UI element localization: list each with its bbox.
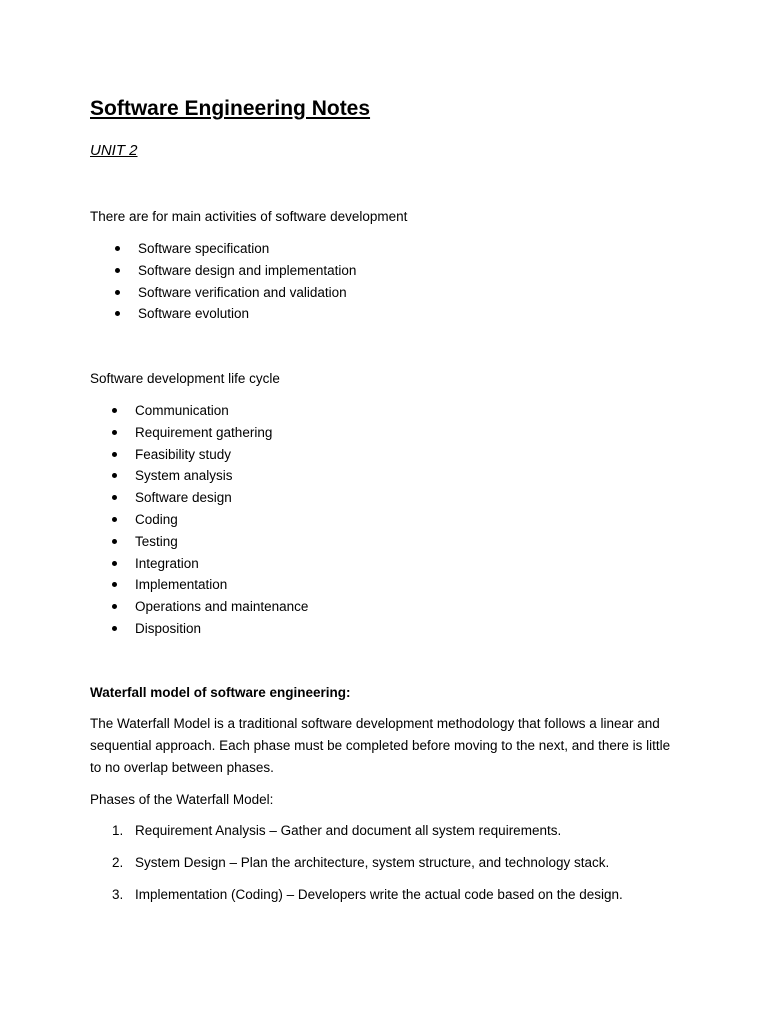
bullet-icon bbox=[112, 604, 117, 609]
bullet-icon bbox=[112, 539, 117, 544]
bullet-icon bbox=[112, 452, 117, 457]
unit-subtitle: UNIT 2 bbox=[90, 142, 138, 159]
bullet-icon bbox=[115, 268, 120, 273]
bullet-icon bbox=[112, 430, 117, 435]
bullet-icon bbox=[115, 290, 120, 295]
list-number: 3. bbox=[112, 887, 124, 902]
waterfall-description: The Waterfall Model is a traditional software development methodology that follows a linear and sequential approach. Each phase must be completed before moving to the next, and there is little to no overlap between phases. bbox=[90, 716, 671, 775]
phases-intro: Phases of the Waterfall Model: bbox=[90, 792, 274, 807]
bullet-icon bbox=[112, 561, 117, 566]
list-number: 1. bbox=[112, 823, 124, 838]
list-number: 2. bbox=[112, 855, 124, 870]
bullet-icon bbox=[115, 311, 120, 316]
page-title: Software Engineering Notes bbox=[90, 97, 371, 120]
bullet-icon bbox=[112, 517, 117, 522]
bullet-icon bbox=[112, 473, 117, 478]
bullet-icon bbox=[112, 626, 117, 631]
bullet-icon bbox=[112, 582, 117, 587]
activities-intro: There are for main activities of software development bbox=[90, 209, 408, 224]
bullet-icon bbox=[112, 408, 117, 413]
bullet-icon bbox=[112, 495, 117, 500]
sdlc-intro: Software development life cycle bbox=[90, 371, 280, 386]
bullet-icon bbox=[115, 246, 120, 251]
waterfall-heading: Waterfall model of software engineering: bbox=[90, 685, 351, 700]
document-page: Software Engineering Notes UNIT 2 There are for main activities of software development Software specification Software design and implementation Software verification and validation Software evolution Software development life cycle Communication Requirement gathering Feasibility study System analysis Software design Coding Testing Integration Implementation Operations and maintenance Disposition Waterfall model of software engineering: The Waterfall Model is a traditional software development methodology that follows a linear and sequential approach. Each phase must be completed before moving to the next, and there is little to no overlap between phases. Phases of the Waterfall Model: 1. Requirement Analysis – Gather and document all system requirements. 2. System Design – Plan the architecture, system structure, and technology stack. 3. Implementation (Coding) – Developers write the actual code based on the design. bbox=[0, 0, 768, 1024]
